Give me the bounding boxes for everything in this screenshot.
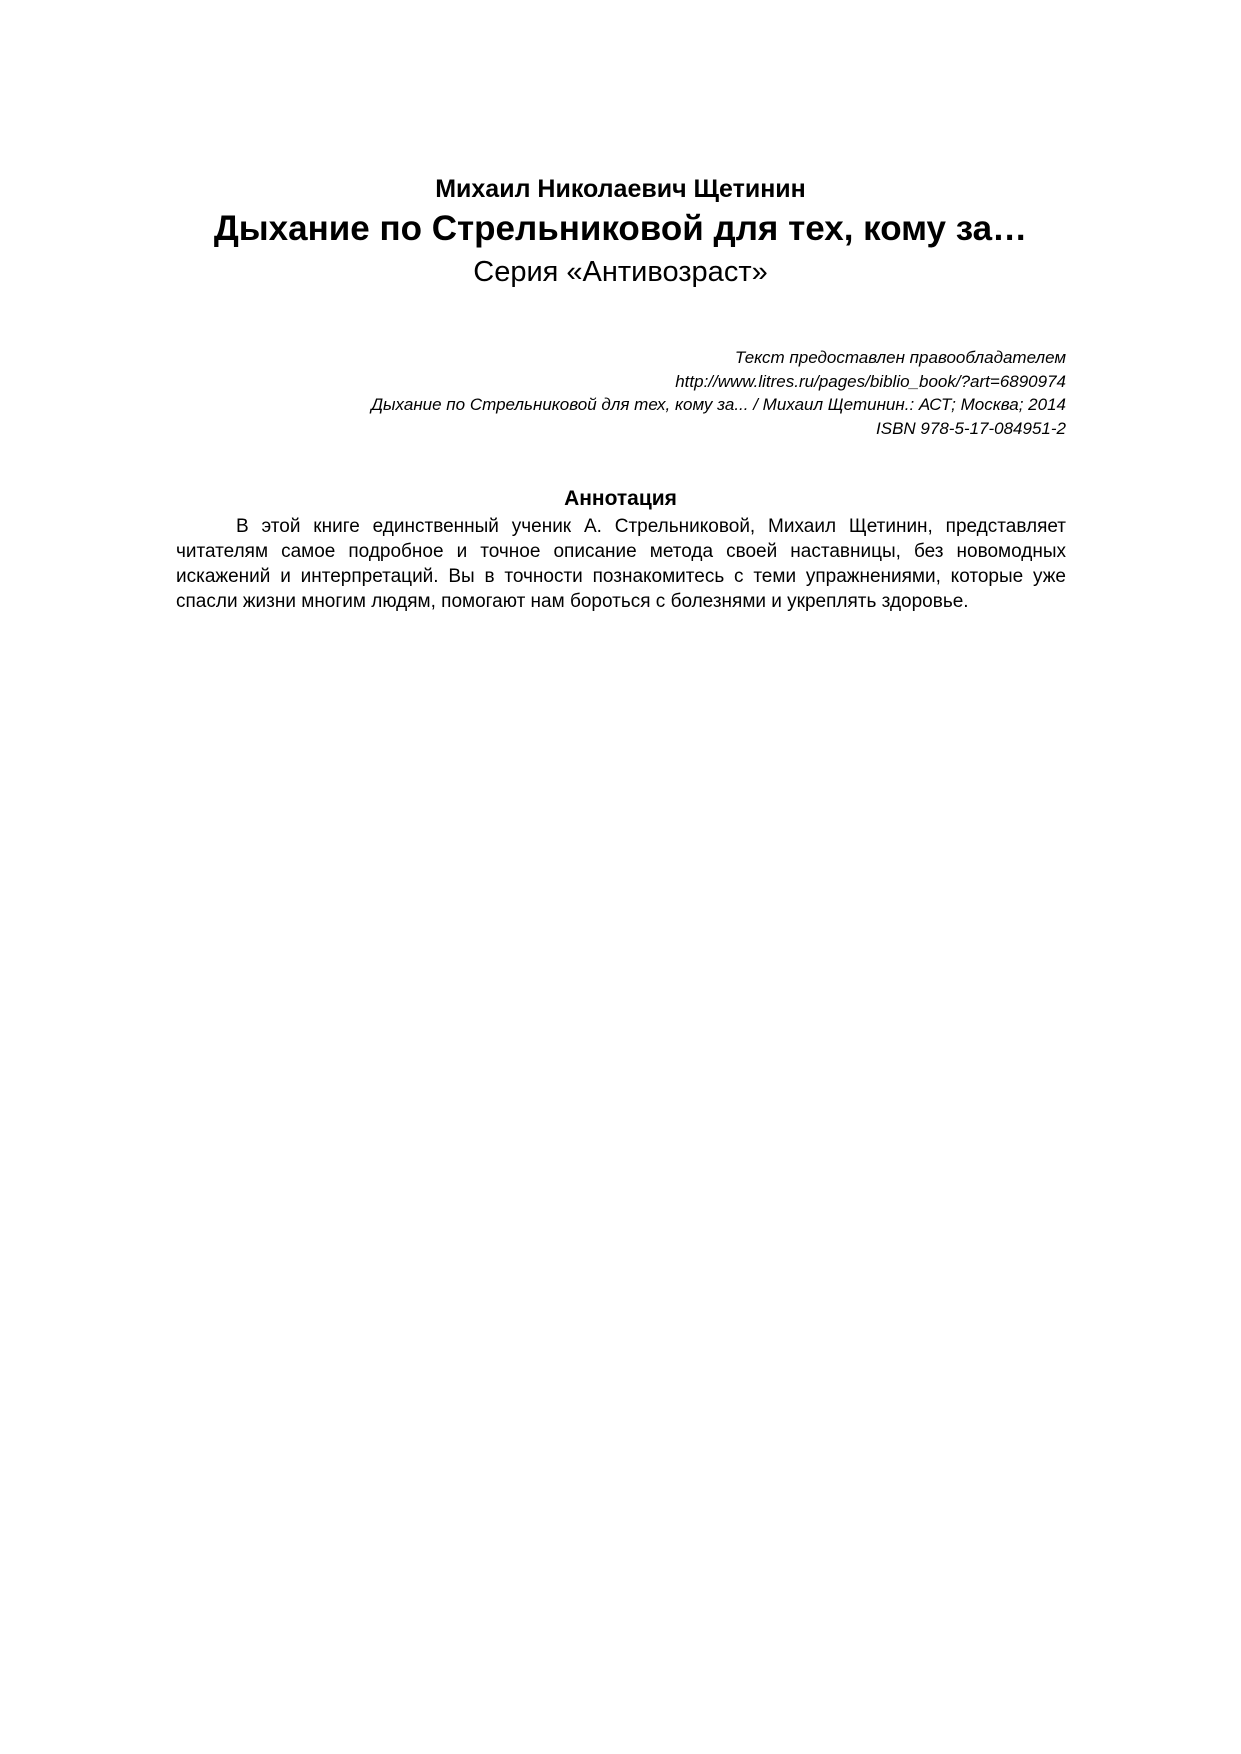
book-author: Михаил Николаевич Щетинин (435, 175, 806, 203)
book-series: Серия «Антивозраст» (473, 256, 768, 288)
provided-by-text: Текст предоставлен правообладателем (734, 348, 1066, 367)
annotation-heading: Аннотация (564, 487, 677, 510)
publication-info (371, 346, 1066, 440)
source-url: http://www.litres.ru/pages/biblio_book/?art=6890974 (675, 371, 1066, 391)
book-title: Дыхание по Стрельниковой для тех, кому за… (213, 209, 1028, 248)
annotation-text: В этой книге единственный ученик А. Стрельниковой, Михаил Щетинин, представляет читателям самое подробное и точное описание метода своей наставницы, без новомодных искажений и интерпретаций. Вы в точности познакомитесь с теми упражнениями, которые уже спасли жизни многим людям, помогают нам бороться с болезнями и укреплять здоровье. (176, 516, 1066, 612)
citation-text: Дыхание по Стрельниковой для тех, кому за... / Михаил Щетинин.: АСТ; Москва; 2014 (371, 395, 1066, 414)
isbn-text: ISBN 978-5-17-084951-2 (876, 418, 1066, 438)
